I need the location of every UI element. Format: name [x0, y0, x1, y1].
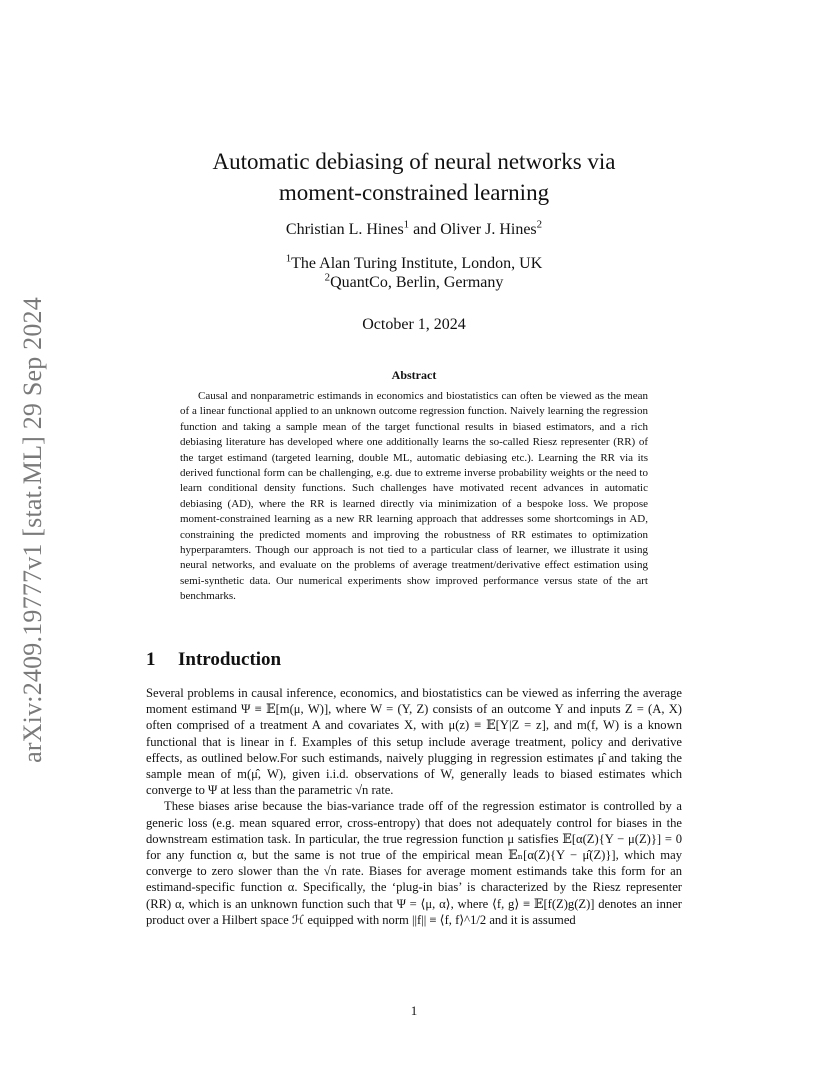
section-body [146, 685, 682, 928]
affiliations [146, 254, 682, 292]
abstract-text: Causal and nonparametric estimands in economics and biostatistics can often be viewed as the mean of a linear functional applied to an unknown outcome regression function. Naively learning the regression function and taking a sample mean of the target functional results in biased estimators, and a rich debiasing literature has developed where one additionally learns the so-called Riesz representer (RR) of the target estimand (targeted learning, double ML, automatic debiasing etc.). Learning the RR via its derived functional form can be challenging, e.g. due to extreme inverse probability weights or the need to learn conditional density functions. Such challenges have motivated recent advances in automatic debiasing (AD), where the RR is learned directly via minimization of a bespoke loss. We propose moment-constrained learning as a new RR learning approach that addresses some shortcomings in AD, constraining the predicted moments and improving the robustness of RR estimates to optimization hyperparamters. Though our approach is not tied to a particular class of learner, we illustrate it using neural networks, and evaluate on the problems of average treatment/derivative effect estimation using semi-synthetic data. Our numerical experiments show improved performance versus state of the art benchmarks. [180, 390, 648, 603]
affiliation-text: The Alan Turing Institute, London, UK [291, 255, 543, 272]
affiliation [146, 273, 682, 292]
affiliation-text: QuantCo, Berlin, Germany [330, 274, 504, 291]
arxiv-identifier: arXiv:2409.19777v1 [stat.ML] 29 Sep 2024 [18, 297, 47, 763]
affiliation-marker: 2 [536, 218, 543, 231]
author-name: Christian L. Hines [285, 221, 404, 238]
affiliation-marker: 2 [324, 271, 331, 284]
author-name: Oliver J. Hines [440, 221, 537, 238]
publication-date: October 1, 2024 [362, 316, 466, 333]
author-separator: and [409, 221, 441, 238]
affiliation-marker: 1 [285, 252, 292, 265]
title-line-2: moment-constrained learning [278, 180, 550, 205]
body-paragraph: These biases arise because the bias-variance trade off of the regression estimator is controlled by a generic loss (e.g. mean squared error, cross-entropy) that does not adequately control for biases in the downstream estimation task. In particular, the true regression function μ satisfies 𝔼[α(Z){Y − μ(Z)}] = 0 for any function α, but the same is not true of the empirical mean 𝔼ₙ[α(Z){Y − μ̂(Z)}], which may converge to zero slower than the √n rate. Biases for average moment estimands take this form for an estimand-specific function α. Specifically, the ‘plug-in bias’ is characterized by the Riesz representer (RR) α, which is an unknown function such that Ψ = ⟨μ, α⟩, where ⟨f, g⟩ ≡ 𝔼[f(Z)g(Z)] denotes an inner product over a Hilbert space ℋ equipped with norm ||f|| ≡ ⟨f, f⟩^1/2 and it is assumed [146, 799, 682, 927]
abstract-heading: Abstract [391, 368, 437, 382]
title-line-1: Automatic debiasing of neural networks via [212, 149, 616, 174]
body-paragraph: Several problems in causal inference, economics, and biostatistics can be viewed as inferring the average moment estimand Ψ ≡ 𝔼[m(μ, W)], where W = (Y, Z) consists of an outcome Y and inputs Z = (A, X) often comprised of a treatment A and covariates X, with μ(z) ≡ 𝔼[Y|Z = z], and m(f, W) is a known functional that is linear in f. Examples of this setup include average treatment, policy and derivative effects, as outlined below.For such estimands, naively plugging in regression estimates μ̂ and taking the sample mean of m(μ̂, W), given i.i.d. observations of W, generally leads to biased estimates which converge to Ψ at less than the parametric √n rate. [146, 686, 682, 798]
section-title: Introduction [178, 649, 282, 670]
arxiv-sidebar-stamp [14, 290, 52, 770]
section-number: 1 [146, 649, 156, 670]
page-number: 1 [410, 1003, 418, 1018]
affiliation [146, 254, 682, 273]
section-heading [146, 649, 281, 671]
paper-title [146, 146, 682, 208]
affiliation-marker: 1 [403, 218, 410, 231]
author-list [146, 218, 682, 239]
